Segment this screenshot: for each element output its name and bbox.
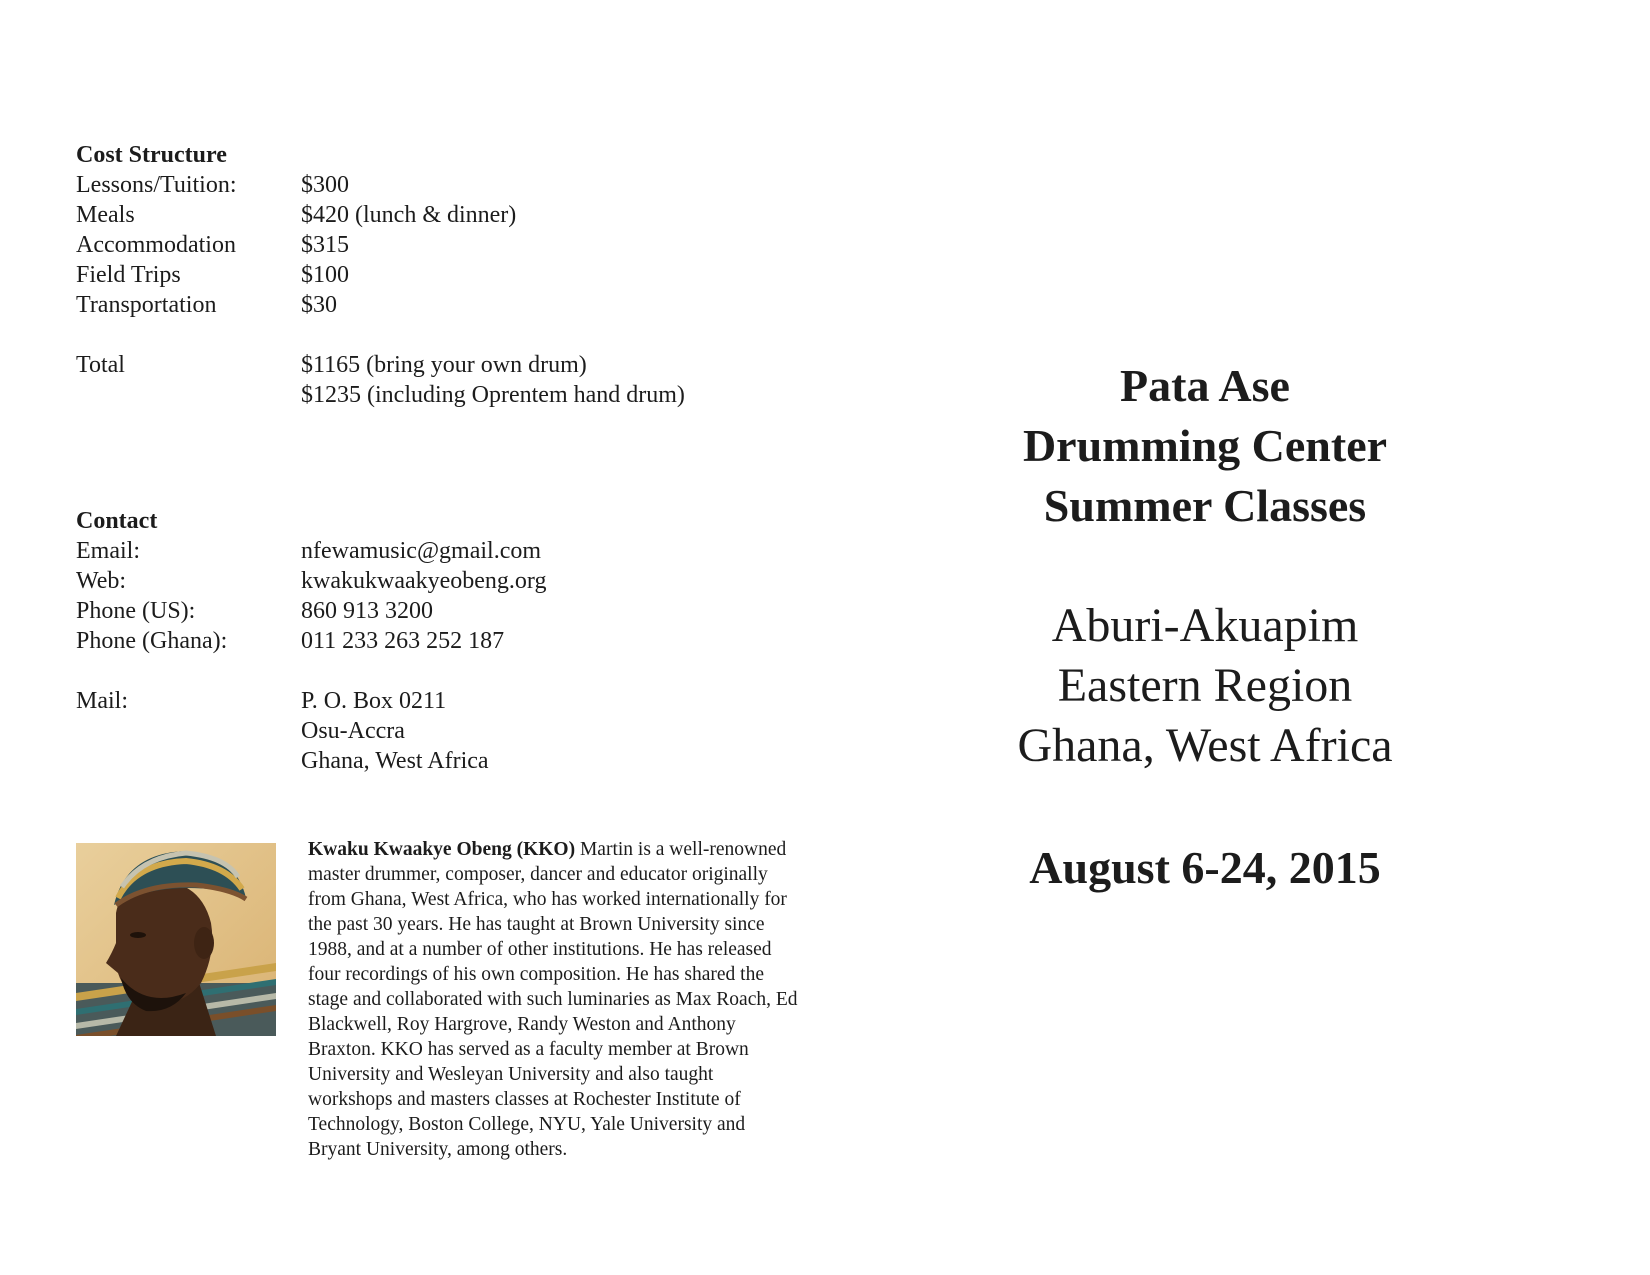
website-link[interactable]: kwakukwaakyeobeng.org xyxy=(301,568,547,594)
phone-ghana: 011 233 263 252 187 xyxy=(301,628,505,654)
phone-us: 860 913 3200 xyxy=(301,598,433,624)
info-panel xyxy=(76,140,836,776)
total-value-own-drum: $1165 (bring your own drum) xyxy=(301,352,587,378)
bio-section xyxy=(76,839,816,1162)
cost-label: Transportation xyxy=(76,292,217,318)
total-label: Total xyxy=(76,352,125,378)
location-line: Aburi-Akuapim xyxy=(1051,599,1359,652)
email-address[interactable]: nfewamusic@gmail.com xyxy=(301,538,542,564)
cover-title xyxy=(960,356,1450,536)
cost-row-lessons xyxy=(76,170,836,200)
cost-value: $30 xyxy=(301,292,337,318)
cover-date xyxy=(960,838,1450,898)
contact-row-phone-ghana xyxy=(76,626,836,656)
contact-label: Phone (Ghana): xyxy=(76,628,228,654)
location-line: Ghana, West Africa xyxy=(1017,719,1393,772)
cover-location xyxy=(960,596,1450,776)
mail-label: Mail: xyxy=(76,688,128,714)
total-values xyxy=(301,350,836,410)
bio-name: Kwaku Kwaakye Obeng (KKO) xyxy=(308,839,576,860)
cost-label: Lessons/Tuition: xyxy=(76,172,237,198)
contact-label: Web: xyxy=(76,568,127,594)
mail-line: Osu-Accra xyxy=(301,718,405,744)
cost-value: $300 xyxy=(301,172,349,198)
total-value-with-drum: $1235 (including Oprentem hand drum) xyxy=(301,382,685,408)
contact-row-phone-us xyxy=(76,596,836,626)
mail-line: Ghana, West Africa xyxy=(301,748,489,774)
cost-label: Accommodation xyxy=(76,232,236,258)
cost-row-accommodation xyxy=(76,230,836,260)
mail-address xyxy=(301,686,836,776)
cost-row-field-trips xyxy=(76,260,836,290)
contact-row-mail xyxy=(76,686,836,776)
title-line: Pata Ase xyxy=(1120,360,1290,411)
cost-value: $420 (lunch & dinner) xyxy=(301,202,517,228)
contact-row-web xyxy=(76,566,836,596)
spacer xyxy=(76,320,836,350)
bio-body: Martin is a well-renowned master drummer, composer, dancer and educator originally from Ghana, West Africa, who has worked internationally for the past 30 years. He has taught at Brown University since 1988, and at a number of other institutions. He has released four recordings of his own composition. He has shared the stage and collaborated with such luminaries as Max Roach, Ed Blackwell, Roy Hargrove, Randy Weston and Anthony Braxton. KKO has served as a faculty member at Brown University and Wesleyan University and also taught workshops and masters classes at Rochester Institute of Technology, Boston College, NYU, Yale University and Bryant University, among others. xyxy=(308,839,798,1160)
spacer xyxy=(76,656,836,686)
cost-row-transportation xyxy=(76,290,836,320)
cost-structure-heading: Cost Structure xyxy=(76,142,227,168)
spacer xyxy=(76,410,836,506)
mail-line: P. O. Box 0211 xyxy=(301,688,447,714)
title-line: Drumming Center xyxy=(1022,420,1388,471)
contact-heading: Contact xyxy=(76,508,158,534)
cost-value: $100 xyxy=(301,262,349,288)
cost-label: Field Trips xyxy=(76,262,181,288)
portrait-illustration xyxy=(76,843,276,1036)
event-date: August 6-24, 2015 xyxy=(1029,842,1381,893)
bio-paragraph xyxy=(308,837,798,1162)
contact-label: Email: xyxy=(76,538,140,564)
cost-label: Meals xyxy=(76,202,135,228)
cost-row-meals xyxy=(76,200,836,230)
location-line: Eastern Region xyxy=(1057,659,1353,712)
cost-row-total xyxy=(76,350,836,410)
contact-row-email xyxy=(76,536,836,566)
title-line: Summer Classes xyxy=(1043,480,1367,531)
cost-value: $315 xyxy=(301,232,349,258)
contact-label: Phone (US): xyxy=(76,598,196,624)
portrait-photo xyxy=(76,843,276,1036)
